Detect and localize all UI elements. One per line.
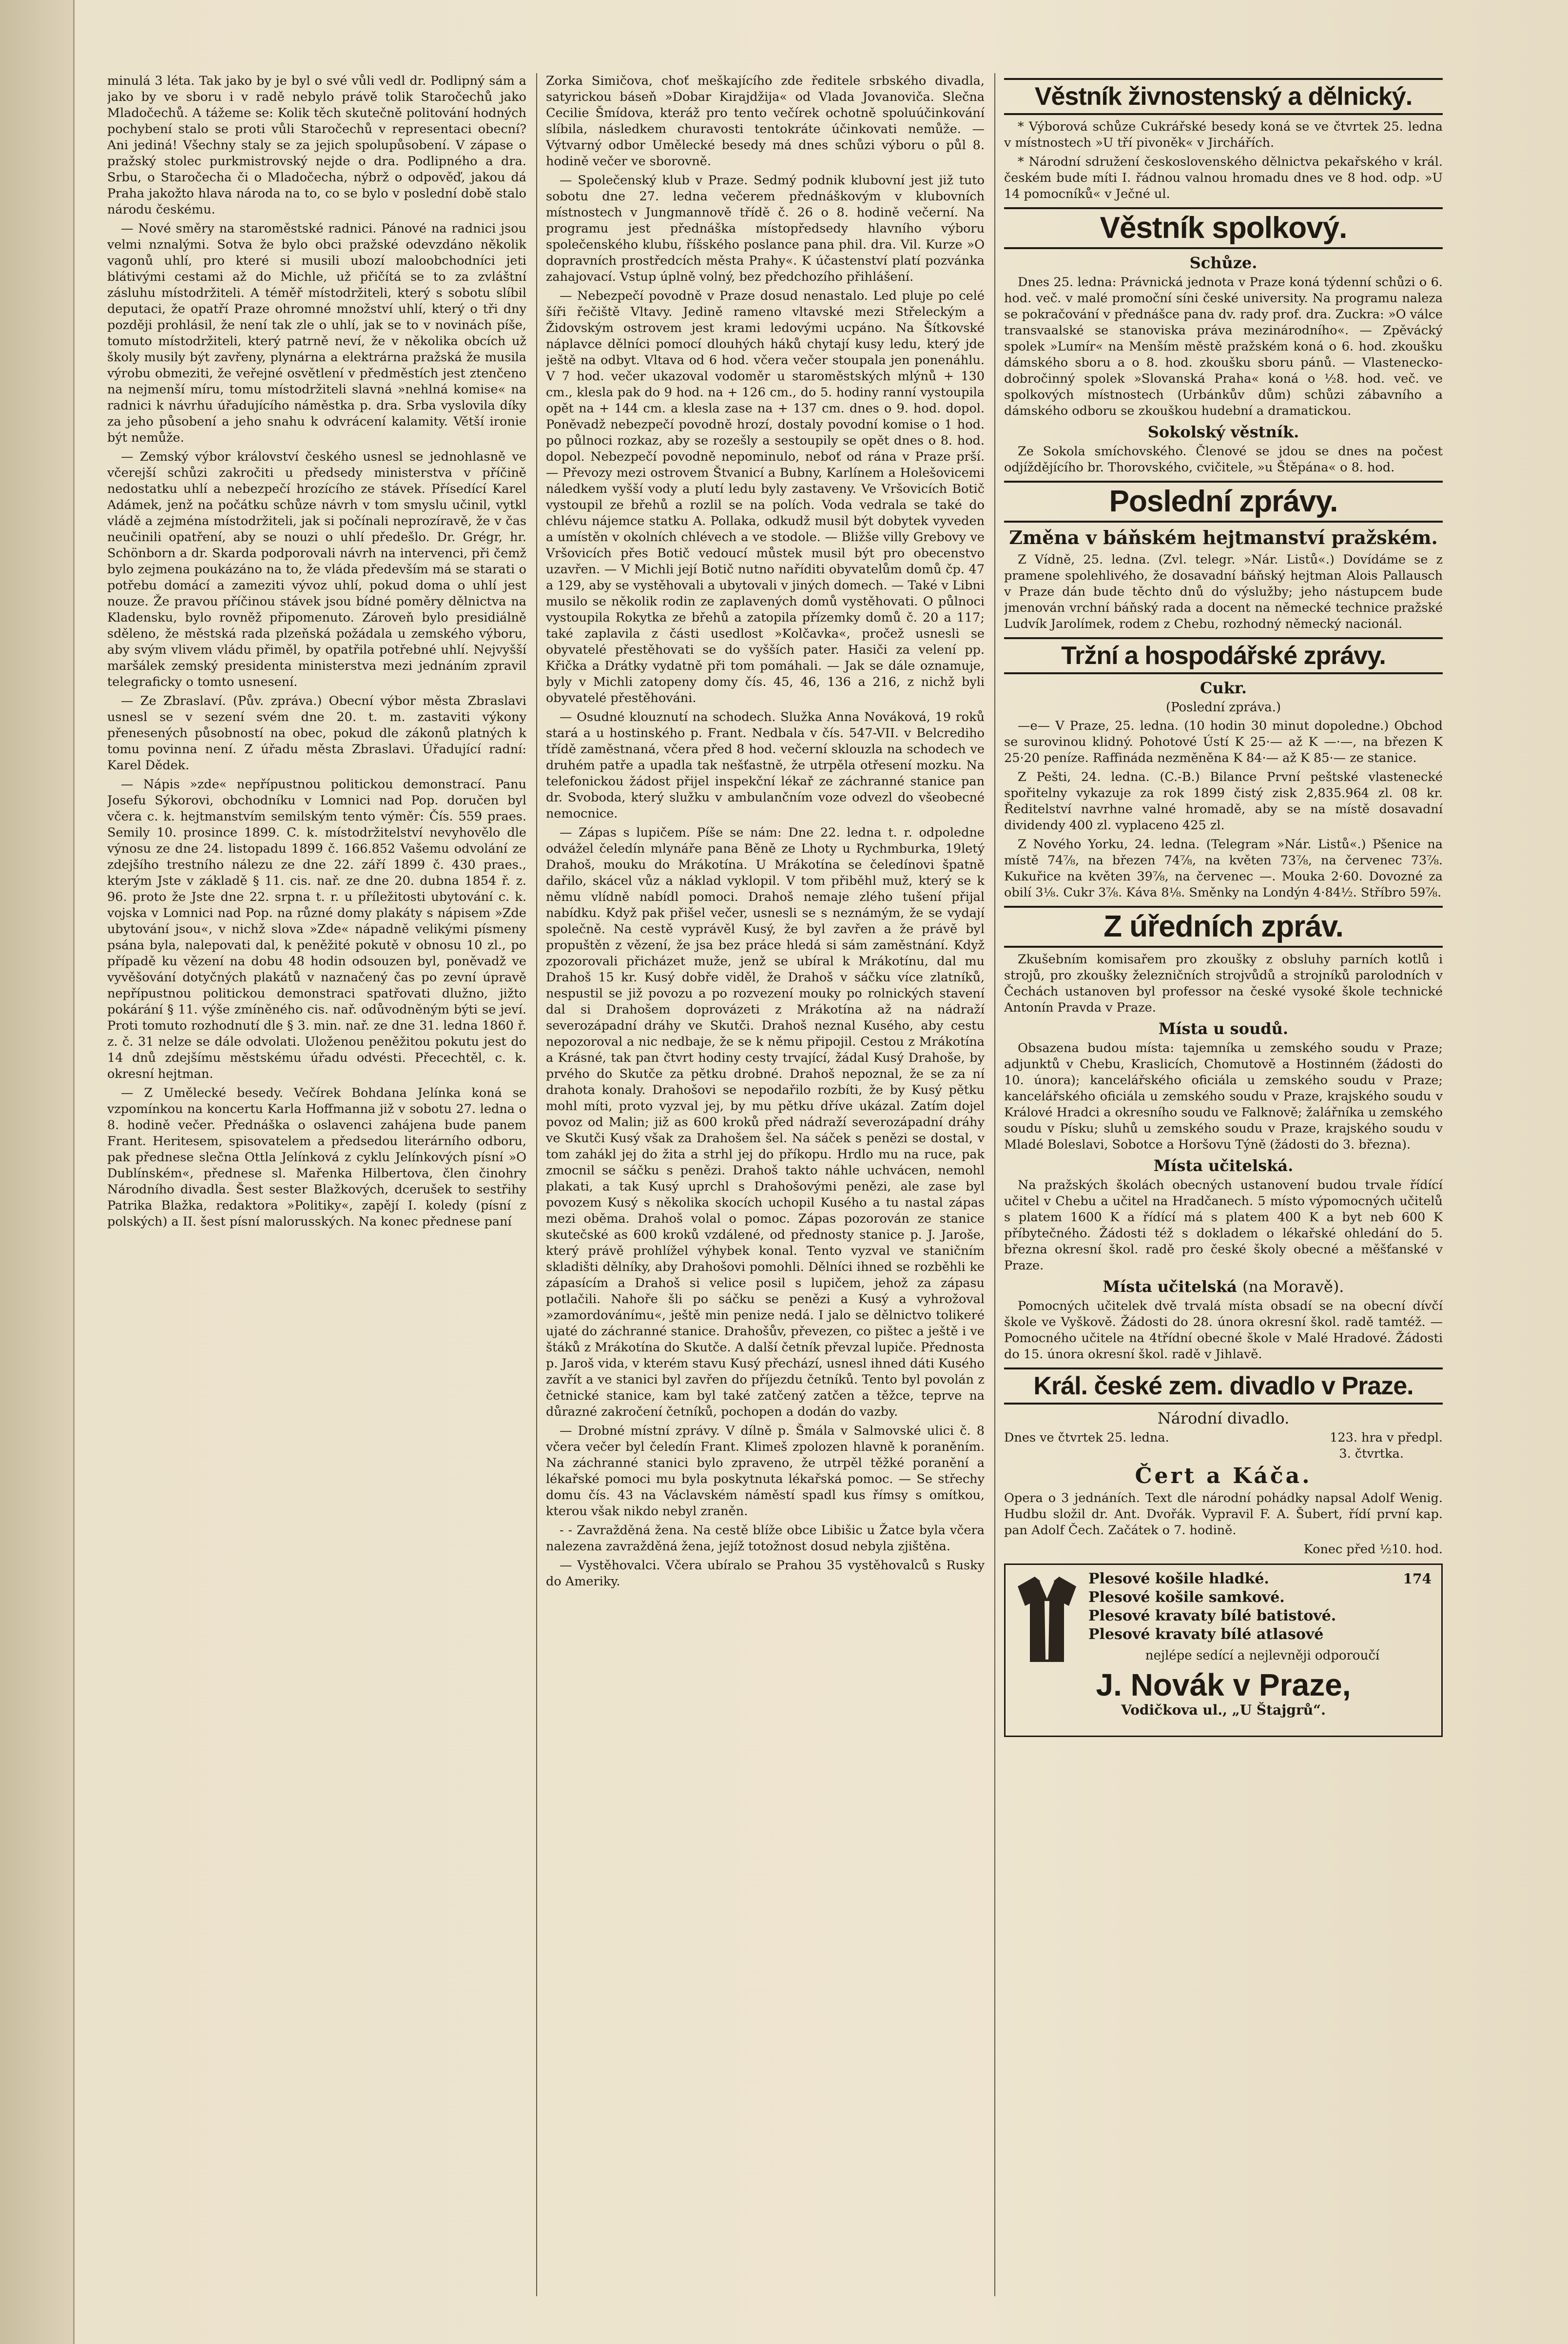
play-title: Čert a Káča. xyxy=(1135,1464,1312,1488)
ad-product: Plesové košile samkové. xyxy=(1088,1589,1285,1606)
article-paragraph: Z Pešti, 24. ledna. (C.-B.) Bilance První peštské vlastenecké spořitelny vykazuje za rok 1899 čistý zisk 2,835.964 zl. 08 kr. Ředitelství navrhne valné hromadě, aby se na místě dosavadní dividendy 400 zl. vyplaceno 425 zl. xyxy=(1004,770,1443,833)
ad-product-list xyxy=(1088,1570,1436,1644)
column-rule xyxy=(994,73,995,2296)
article-paragraph: — Nápis »zde« nepřípustnou politickou demonstrací. Panu Josefu Sýkorovi, obchodníku v Lomnici nad Pop. doručen byl včera c. k. hejtmanstvím semilským tento výměr: Čís. 559 praes. Semily 10. prosince 1899. C. k. místodržitelství nevyhovělo dle výnosu ze dne 24. listopadu 1899 č. 166.852 Vašemu odvolání ze zdejšího trestního nálezu ze dne 22. září 1899 č. 430 praes., kterým Jste v základě § 11. cis. nař. ze dne 20. dubna 1854 ř. z. 96. proto že Jste dne 22. srpna t. r. u příležitosti ubytování c. k. vojska v Lomnici nad Pop. na různé domy plakáty s nápisem »Zde ubytování jsou«, v nichž slova »Zde« nápadně velikými písmeny psána byla, nalepovati dal, k peněžité pokutě v obnosu 10 zl., po případě ku vězení na dobu 48 hodin odsouzen byl, poněvadž ve vyvěšování dotyčných plakátů v naznačený čas po zevní úpravě nepřípustnou politickou demonstraci spatřovati dlužno, jižto pokárání § 11. výše zmíněného cis. nař. odůvodněným býti se jeví. Proti tomuto rozhodnutí dle § 3. min. nař. ze dne 31. ledna 1860 ř. z. č. 31 nelze se dále odvolati. Uloženou peněžitou pokutu jest do 14 dnů zdejšímu městskému úřadu odvésti. Přecechtěl, c. k. okresní hejtman. xyxy=(107,777,526,1081)
subheading-note: (Poslední zpráva.) xyxy=(1165,700,1281,715)
section-heading: Tržní a hospodářské zprávy. xyxy=(1004,637,1443,674)
article-paragraph: Zorka Simičova, choť meškajícího zde ředitele srbského divadla, satyrickou báseň »Dobar Kirajdžija« od Vlada Jovanoviča. Slečna Cecilie Šmídova, kteráž pro tento večírek ochotně spoluúčinkování slíbila, následkem churavosti tentokráte účinkovati nemůže. — Výtvarný odbor Umělecké besedy má dnes schůzi výboru o půl 8. hodině večer ve sborovně. xyxy=(546,74,985,169)
ad-product: Plesové kravaty bílé atlasové xyxy=(1088,1626,1324,1643)
article-paragraph: — Zápas s lupičem. Píše se nám: Dne 22. ledna t. r. odpoledne odvážel čeledín mlynáře pana Běně ze Lhoty u Rychmburka, 19letý Drahoš, mouku do Mrákotína. U Mrákotína se čeledínovi špatně dařilo, skácel vůz a náklad vyklopil. V tom přiběhl muž, který se k němu vlídně nabídl pomoci. Drahoš nemaje zlého tušení přijal nabídku. Když pak přišel večer, usnesli se s neznámým, že se vydají společně. Na cestě vyprávěl Kusý, že byl zavřen a že právě byl propuštěn z vězení, že jsa bez práce hledá si sám zaměstnání. Když zpozorovali přicházet muže, jenž se ubíral k Mrákotínu, dal mu Drahoš 15 kr. Kusý dobře viděl, že Drahoš v sáčku více zlatníků, nespustil se již povozu a po rozvezení mouky po rolnických stavení dal si Drahošem doprovázeti z Mrákotína až na nádraží severozápadní dráhy ve Skutči. Drahoš neznal Kusého, aby cestu nepozoroval a nic nedbaje, že se k němu připojil. Cestou z Mrákotína a Krásné, tak pan čtvrt hodiny cesty trvající, žádal Kusý Drahoše, by prvého do Skutče za pětku drobné. Drahoš nepoznal, že se za ní drahota konaly. Drahošovi se nepodařilo rozbíti, že by Kusý pětku mohl míti, proto vyzval jej, by mu pětku dříve ukázal. Zatím dojel povoz od Malin; již as 600 kroků před nádraží severozápadní dráhy ve Skutči Kusý však za Drahošem šel. Na sáček s penězi se dostal, v tom zahákl jej do žita a strhl jej do příkopu. Hrdlo mu na ruce, pak zmocnil se sáčku s penězi. Drahoš takto náhle uchvácen, nemohl plakati, a tak Kusý uprchl s Drahošovými penězi, ale zase byl povozem Kusý s několika skocích uchopil Kusého a tu nastal zápas mezi oběma. Drahoš volal o pomoc. Zápas pozorován ze stanice skutečské as 600 kroků vzdálené, od přednosty stanice p. J. Jaroše, který právě prohlížel výhybek konal. Tento vyzval ve staničním skladišti dělníky, aby Drahošovi pomohli. Dělníci ihned se rozběhli ke zápasícím a Drahoš si velice posil s lupičem, jehož za zápasu potlačili. Nahoře šli po sáčku se penězi a Kusý a vyhrožoval »zamordovánímu«, ještě min penize nedá. I jalo se dělnictvo tolikeré ujaté do záchranné stanice. Drahošův, převezen, co pištec a ještě i ve štáků z Mrákotína do Skutče. A další četník převzal lupiče. Přednosta p. Jaroš vida, v kterém stavu Kusý přechází, usnesl ihned dáti Kusého zavřít a ve stanici byl zavřen do příjezdu četníků. Tento byl povolán z četnické stanice, kam byl také zatčený zatčen a těžce, teprve na důrazné zakročení četníků, pochopen a dodán do vazby. xyxy=(546,825,985,1419)
article-paragraph: Obsazena budou místa: tajemníka u zemského soudu v Praze; adjunktů v Chebu, Kraslicích, Chomutově a Hostinném (žádosti do 10. února); kancelářského oficiála u zemského soudu v Praze; kancelářského oficiála u zemského soudu v Praze, krajského soudu v Králové Hradci a okresního soudu ve Falknově; žalářníka u zemského soudu v Písku; sluhů u zemského soudu v Praze, krajského soudu v Mladé Boleslavi, Sobotce a Horšovu Týně (žádosti do 3. března). xyxy=(1004,1041,1443,1152)
article-paragraph: Pomocných učitelek dvě trvalá místa obsadí se na obecní dívčí škole ve Vyškově. Žádosti do 28. února okresní škol. radě tamtéž. — Pomocného učitele na 4třídní obecné škole v Malé Hradové. Žádosti do 15. února okresní škol. radě v Jihlavě. xyxy=(1004,1299,1443,1362)
article-title: Změna v báňském hejtmanství pražském. xyxy=(1009,527,1438,548)
section-heading: Věstník spolkový. xyxy=(1004,207,1443,249)
article-paragraph: * Národní sdružení československého dělnictva pekařského v král. českém bude míti I. řádnou valnou hromadu dnes ve 8 hod. odp. »U 14 pomocníků« v Ječné ul. xyxy=(1004,155,1443,201)
theatre-date: Dnes ve čtvrtek 25. ledna. xyxy=(1004,1430,1169,1445)
column-3 xyxy=(1004,73,1443,2296)
ad-product: Plesové kravaty bílé batistové. xyxy=(1088,1607,1336,1624)
subheading xyxy=(1004,1277,1443,1296)
ad-note: nejlépe sedící a nejlevněji odporoučí xyxy=(1145,1648,1380,1663)
subscription-quarter: 3. čtvrtka. xyxy=(1339,1446,1404,1461)
article-paragraph: — Ze Zbraslaví. (Pův. zpráva.) Obecní výbor města Zbraslavi usnesl se v sezení svém dne 20. t. m. zastaviti výkony přenesených působností na obec, pokud dle zákonů platných k tomu povinna není. Z úřadu města Zbraslavi. Úřadující radní: Karel Dědek. xyxy=(107,694,526,773)
play-end-time: Konec před ½10. hod. xyxy=(1303,1542,1443,1557)
article-paragraph: Z Vídně, 25. ledna. (Zvl. telegr. »Nár. Listů«.) Dovídáme se z pramene spolehlivého, že dosavadní báňský hejtman Alois Pallausch v Praze dán bude těchto dnů do výslužby; jeho nástupcem bude jmenován vrchní báňský rada a docent na německé technice pražské Ludvík Jarolímek, rodem z Chebu, rozhodný německý nacionál. xyxy=(1004,552,1443,631)
column-1 xyxy=(107,73,526,2296)
article-paragraph: Opera o 3 jednáních. Text dle národní pohádky napsal Adolf Wenig. Hudbu složil dr. Ant. Dvořák. Vypravil F. A. Šubert, řídí první kap. pan Adolf Čech. Začátek o 7. hodině. xyxy=(1004,1491,1443,1538)
theatre-date-row xyxy=(1004,1430,1443,1446)
article-paragraph: —e— V Praze, 25. ledna. (10 hodin 30 minut dopoledne.) Obchod se surovinou klidný. Pohotové Ústí K 25·— až K —·—, na březen K 25·20 peníze. Raffináda nezměněna K 84·— až K 85·— ze stanice. xyxy=(1004,719,1443,765)
subheading: Místa u soudů. xyxy=(1158,1019,1289,1038)
article-paragraph: - - Zavražděná žena. Na cestě blíže obce Libišic u Žatce byla včera nalezena zavražděná žena, jejíž totožnost dosud nebyla zjištěna. xyxy=(546,1523,985,1554)
subheading: Sokolský věstník. xyxy=(1147,423,1299,441)
ad-address: Vodičkova ul., „U Štajgrů“. xyxy=(1121,1702,1326,1718)
article-paragraph: Zkušebním komisařem pro zkoušky z obsluhy parních kotlů i strojů, pro zkoušky železničních strojvůdů a strojníků parolodních v Čechách ustanoven byl professor na české vysoké škole technické Antonín Pravda v Praze. xyxy=(1004,952,1443,1015)
subheading: Schůze. xyxy=(1189,254,1258,272)
ad-product: Plesové košile hladké. xyxy=(1088,1570,1269,1587)
article-paragraph: — Nové směry na staroměstské radnici. Pánové na radnici jsou velmi nznalými. Sotva že bylo obci pražské odevzdáno několik vagonů uhlí, pro které si musili ubozí maloobchodníci jeti blátivými cestami až do Michle, už přičítá se to za zvláštní zásluhu místodržiteli. A téměř místodržiteli, který s sobotu slíbil deputaci, že opatří Praze ohromné množství uhlí, který o tři dny později prohlásil, že není tak zle o uhlí, jak se to v novinách píše, tomuto místodržiteli, který patrně neví, že v několika obcích už školy musily být zavřeny, plynárna a elektrárna pražská že musila výrobu obmeziti, že veřejné osvětlení v předměstích jest ztenčeno na nejmenší míru, tomu místodržiteli slavná »nehlná komise« na radnici k návrhu úřadujícího náměstka p. dra. Srba vyslovila díky za jeho působení a jeho snahu k odvrácení kalamity. Větší ironie být nemůže. xyxy=(107,221,526,445)
article-paragraph: — Vystěhovalci. Včera ubíralo se Prahou 35 vystěhovalců s Rusky do Ameriky. xyxy=(546,1558,985,1589)
article-paragraph: — Drobné místní zprávy. V dílně p. Šmála v Salmovské ulici č. 8 včera večer byl čeledín Frant. Klimeš zpolozen hlavně k poraněním. Na záchranné stanici bylo zpraveno, že utrpěl těžké poranění a lékařské pomoci mu byla poskytnuta lékařská pomoc. — Se střechy domu čís. 43 na Václavském náměstí spadl kus římsy s omítkou, kterou však nikdo nebyl zraněn. xyxy=(546,1424,985,1519)
subheading-note: (na Moravě). xyxy=(1242,1277,1344,1296)
subheading: Cukr. xyxy=(1200,679,1247,697)
article-paragraph: Na pražských školách obecných ustanovení budou trvale řídící učitel v Chebu a učitel na Hradčanech. 5 místo výpomocných učitelů s platem 1600 K a řídící má s platem 400 K a byt neb 600 K příbytečného. Žádosti též s dokladem o lékařské ohledání do 5. března okresní škol. radě pro české školy obecné a měšťanské v Praze. xyxy=(1004,1178,1443,1273)
section-heading: Král. české zem. divadlo v Praze. xyxy=(1004,1367,1443,1405)
section-heading: Poslední zprávy. xyxy=(1004,481,1443,523)
article-paragraph: Dnes 25. ledna: Právnická jednota v Praze koná týdenní schůzi o 6. hod. več. v malé promoční síni české university. Na programu naleza se pokračování v přednášce pana dv. rady prof. dra. Zuckra: »O válce transvaalské se stanoviska práva mezinárodního«. — Zpěvácký spolek »Lumír« na Menším městě pražském koná o 6. hod. zkoušku dámského sboru a o 8. hod. zkoušku sboru pánů. — Vlastenecko-dobročinný spolek »Slovanská Praha« koná o ½8. hod. več. ve spolkových místnostech (Urbánkův dům) schůzi zábavního a dámského odboru se zkouškou hudební a dramatickou. xyxy=(1004,275,1443,418)
article-paragraph: — Osudné klouznutí na schodech. Služka Anna Nováková, 19 roků stará a u hostinského p. Frant. Nedbala v čís. 547-VII. v Belcrediho třídě zaměstnaná, včera před 8 hod. večerní sklouzla na schodech ve druhém patře a upadla tak nešťastně, že utrpěla otřesení mozku. Na telefonickou žádost přijel inspekční lékař ze záchranné stanice pan dr. Svoboda, který služku v ambulančním voze odvezl do všeobecné nemocnice. xyxy=(546,710,985,821)
subscription-info: 123. hra v předpl. xyxy=(1330,1430,1443,1445)
subheading-text: Místa učitelská xyxy=(1103,1277,1237,1296)
article-paragraph: Z Nového Yorku, 24. ledna. (Telegram »Nár. Listů«.) Pšenice na místě 74⅞, na březen 74⅞, na květen 73⅞, na červenec 73⅞. Kukuřice na květen 39⅞, na červenec —. Mouka 2·60. Dovozné za obilí 3⅛. Cukr 3⅞. Káva 8⅛. Směnky na Londýn 4·84½. Stříbro 59⅞. xyxy=(1004,837,1443,900)
article-paragraph: — Zemský výbor království českého usnesl se jednohlasně ve včerejší schůzi zakročiti u předsedy ministerstva v příčině nedostatku uhlí a nebezpečí hrozícího ze stávek. Přísedící Karel Adámek, jenž na počátku schůze návrh v tom smyslu učinil, vytkl vládě a zejména místodržiteli, jak si počínali neprozíravě, že v čas neučinili opatření, aby se nouzi o uhlí předešlo. Dr. Grégr, hr. Schönborn a dr. Skarda podporovali návrh na intervenci, při čemž bylo zejmena poukázáno na to, že vláda především má se starati o potřebu domácí a zameziti vývoz uhlí, pokud doma o uhlí jest nouze. Že pravou příčinou stávek jsou bídné poměry dělnictva na Kladensku, bylo rovněž připomenuto. Zároveň bylo presidiálně sděleno, že městská rada plzeňská požádala u zemského výboru, aby svým vlivem vládu přiměl, by opatřila potřebné uhlí. Nejvyšší maršálek zemský presidenta ministerstva mezi jednáním zpravil telegraficky o tomto usnesení. xyxy=(107,449,526,689)
ad-number: 174 xyxy=(1403,1571,1432,1587)
column-rule xyxy=(536,73,537,2296)
column-2 xyxy=(546,73,985,2296)
ad-firm-name: J. Novák v Praze, xyxy=(1096,1667,1351,1702)
article-paragraph: — Z Umělecké besedy. Večírek Bohdana Jelínka koná se vzpomínkou na koncertu Karla Hoffmanna již v sobotu 27. ledna o 8. hodině večer. Přednáška o oslavenci zahájena bude panem Frant. Heritesem, spisovatelem a předsedou literárního odboru, pak přednese slečna Ottla Jelínková z cyklu Jelínkových písní »O Dublínském«, přednese sl. Mařenka Hilbertova, člen činohry Národního divadla. Šest sester Blažkových, dcerušek to sestřihy Patrika Blažka, redaktora »Politiky«, zapějí I. koledy (písní z polských) a II. šest písní malorusských. Na konec přednese paní xyxy=(107,1086,526,1229)
shirt-icon xyxy=(1015,1572,1079,1664)
article-paragraph: minulá 3 léta. Tak jako by je byl o své vůli vedl dr. Podlipný sám a jako by ve sboru i v radě nebylo právě tolik Staročechů jako Mladočechů. A tážeme se: Kolik těch skutečně politování hodných pochybení stalo se proti vůli Staročechů v representaci obecní? Ani jediná! Všechny staly se za jejich spolupůsobení. V zápase o pražský stolec purkmistrovský nejde o dra. Podlipného a dra. Srbu, o Staročecha či o Mladočecha, nýbrž o odpověď, jakou dá Praha jakožto hlava národa na to, co se bylo v poslední době stalo národu českému. xyxy=(107,74,526,217)
article-paragraph: Ze Sokola smíchovského. Členové se jdou se dnes na počest odjíždějícího br. Thorovského, cvičitele, »u Štěpána« o 8. hod. xyxy=(1004,444,1443,475)
article-paragraph: * Výborová schůze Cukrářské besedy koná se ve čtvrtek 25. ledna v místnostech »U tří pivoněk« v Jirchářích. xyxy=(1004,119,1443,150)
binding-gutter xyxy=(0,0,75,2344)
theatre-name: Národní divadlo. xyxy=(1157,1409,1290,1427)
subheading: Místa učitelská. xyxy=(1153,1156,1294,1175)
article-paragraph: — Nebezpečí povodně v Praze dosud nenastalo. Led pluje po celé šíři řečiště Vltavy. Jedině rameno vltavské mezi Střeleckým a Židovským ostrovem jest krami ledovými ucpáno. Na Šítkovské náplavce dělníci pomocí dlouhých háků chytají kusy ledu, který jde ještě na odbyt. Vltava od 6 hod. včera večer stoupala jen ponenáhlu. V 7 hod. večer ukazoval vodoměr u staroměstských mlýnů + 130 cm., klesla pak do 9 hod. na + 126 cm., do 5. hodiny ranní vystoupila opět na + 144 cm. a klesla zase na + 137 cm. dnes o 9. hod. dopol. Poněvadž nebezpečí povodně hrozí, dostaly povodní komise o 1 hod. po půlnoci rozkaz, aby se rozešly a sestoupily se opět dnes o 8. hod. dopol. Nebezpečí povodně nepominulo, neboť od rána v Praze prší. — Převozy mezi ostrovem Štvanicí a Bubny, Karlínem a Holešovicemi náledkem vyšší vody a plutí ledu byly zastaveny. Ve Vršovicích Botič vystoupil ze břehů a rozlil se na polích. Voda vedrala se také do chlévu nájemce statku A. Pollaka, odkudž musil být dobytek vyveden a umístěn v okolních chlévech a ve stodole. — Bližše villy Grebovy ve Vršovicích přes Botič vedoucí můstek musil být pro obecenstvo uzavřen. — V Michli její Botič nutno naříditi obyvatelům domů čp. 47 a 129, aby se vystěhovali a ubytovali v jiných domech. — Také v Libni musilo se několik rodin ze zaplavených domů vystěhovati. O půlnoci vystoupila Rokytka ze břehů a zatopila přízemky domů č. 20 a 117; také zaplavila z části usedlost »Kolčavka«, pročež usnesli se obyvatelé přestěhovati se do vyšších pater. Hasiči za velení pp. Křička a Drátky vydatně při tom pomáhali. — Jak se dále oznamuje, byly v Michli zatopeny domy čís. 45, 46, 136 a 216, z nichž byli obyvatelé přestěhováni. xyxy=(546,289,985,705)
section-heading: Z úředních zpráv. xyxy=(1004,906,1443,948)
advertisement xyxy=(1004,1563,1443,1737)
article-paragraph: — Společenský klub v Praze. Sedmý podnik klubovní jest již tuto sobotu dne 27. ledna večerem přednáškovým v klubovních místnostech v Jungmannově třídě č. 26 o 8. hodině večerní. Na programu jest přednáška místopředsedy hlavního výboru společenského klubu, říšského poslance pana phil. dra. Vil. Kurze »O dopravních prostředcích města Prahy«. K účastenství platí pozvánka zahajovací. Vstup úplně volný, bez předchozího přihlášení. xyxy=(546,173,985,284)
section-heading: Věstník živnostenský a dělnický. xyxy=(1004,78,1443,115)
